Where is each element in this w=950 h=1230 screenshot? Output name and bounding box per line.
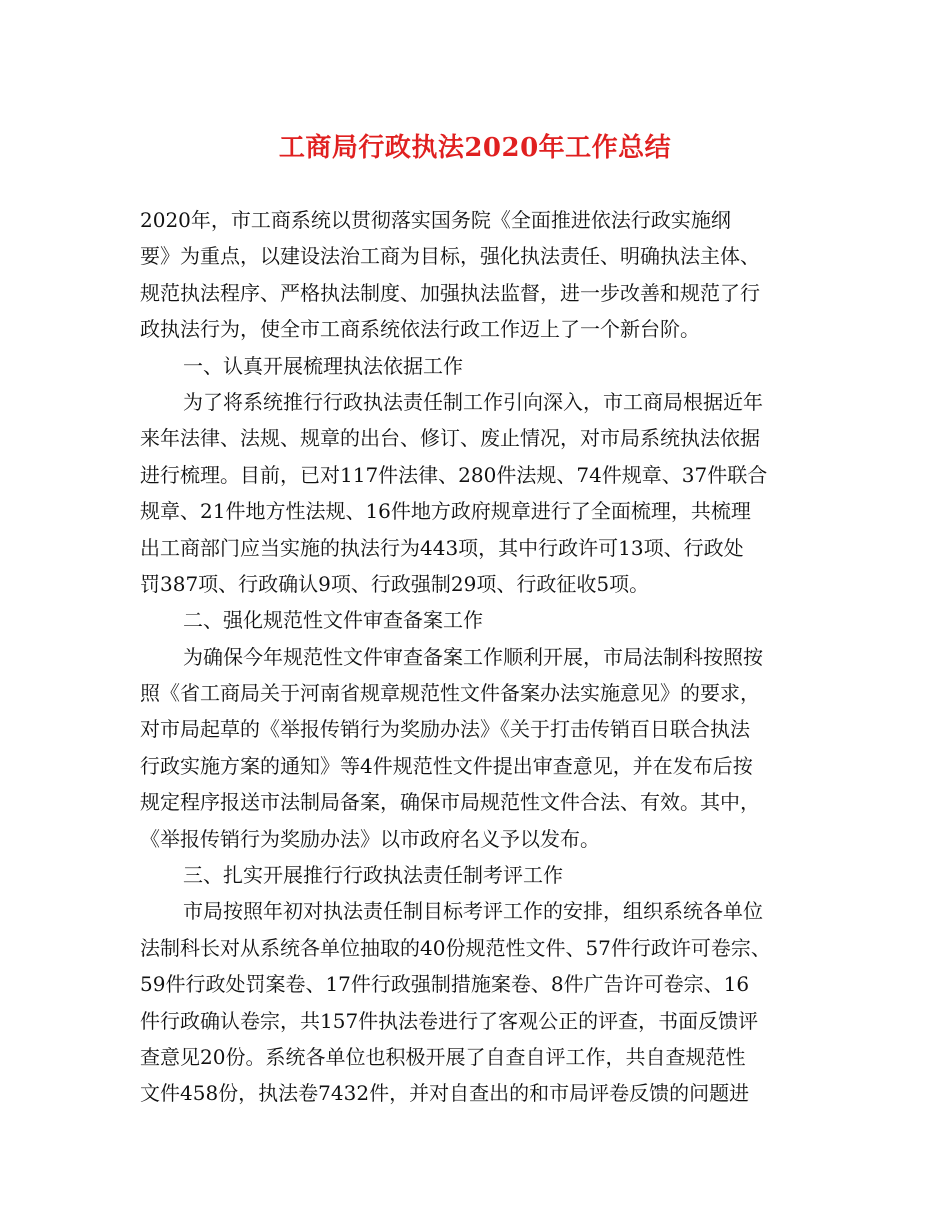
- text-line: 照《省工商局关于河南省规章规范性文件备案办法实施意见》的要求，: [140, 681, 760, 706]
- page-title: 工商局行政执法2020年工作总结: [278, 133, 672, 163]
- text-line: 59件行政处罚案卷、17件行政强制措施案卷、8件广告许可卷宗、16: [140, 972, 750, 997]
- text-line: 出工商部门应当实施的执法行为443项，其中行政许可13项、行政处: [140, 535, 744, 560]
- text-line: 《举报传销行为奖励办法》以市政府名义予以发布。: [140, 826, 600, 851]
- text-line: 市局按照年初对执法责任制目标考评工作的安排，组织系统各单位: [183, 899, 763, 924]
- text-line: 进行梳理。目前，已对117件法律、280件法规、74件规章、37件联合: [140, 462, 768, 487]
- section-heading: 二、强化规范性文件审查备案工作: [183, 608, 483, 633]
- text-line: 规范执法程序、严格执法制度、加强执法监督，进一步改善和规范了行: [140, 280, 760, 305]
- text-line: 行政实施方案的通知》等4件规范性文件提出审查意见，并在发布后按: [140, 753, 753, 778]
- text-line: 罚387项、行政确认9项、行政强制29项、行政征收5项。: [140, 571, 650, 596]
- text-line: 查意见20份。系统各单位也积极开展了自查自评工作，共自查规范性: [140, 1044, 746, 1069]
- text-line: 要》为重点，以建设法治工商为目标，强化执法责任、明确执法主体、: [140, 244, 760, 269]
- section-heading: 一、认真开展梳理执法依据工作: [183, 353, 463, 378]
- text-line: 政执法行为，使全市工商系统依法行政工作迈上了一个新台阶。: [140, 317, 700, 342]
- document-body: [140, 202, 830, 1112]
- text-line: 文件458份，执法卷7432件，并对自查出的和市局评卷反馈的问题进: [140, 1081, 750, 1106]
- text-line: 为了将系统推行行政执法责任制工作引向深入，市工商局根据近年: [183, 389, 763, 414]
- text-line: 规章、21件地方性法规、16件地方政府规章进行了全面梳理，共梳理: [140, 499, 751, 524]
- text-line: 法制科长对从系统各单位抽取的40份规范性文件、57件行政许可卷宗、: [140, 935, 771, 960]
- text-line: 规定程序报送市法制局备案，确保市局规范性文件合法、有效。其中，: [140, 790, 760, 815]
- text-line: 件行政确认卷宗，共157件执法卷进行了客观公正的评查，书面反馈评: [140, 1008, 759, 1033]
- text-line: 为确保今年规范性文件审查备案工作顺利开展，市局法制科按照按: [183, 644, 763, 669]
- text-line: 来年法律、法规、规章的出台、修订、废止情况，对市局系统执法依据: [140, 426, 760, 451]
- text-line: 2020年，市工商系统以贯彻落实国务院《全面推进依法行政实施纲: [140, 208, 731, 232]
- section-heading: 三、扎实开展推行行政执法责任制考评工作: [183, 863, 563, 888]
- text-line: 对市局起草的《举报传销行为奖励办法》《关于打击传销百日联合执法: [140, 717, 750, 742]
